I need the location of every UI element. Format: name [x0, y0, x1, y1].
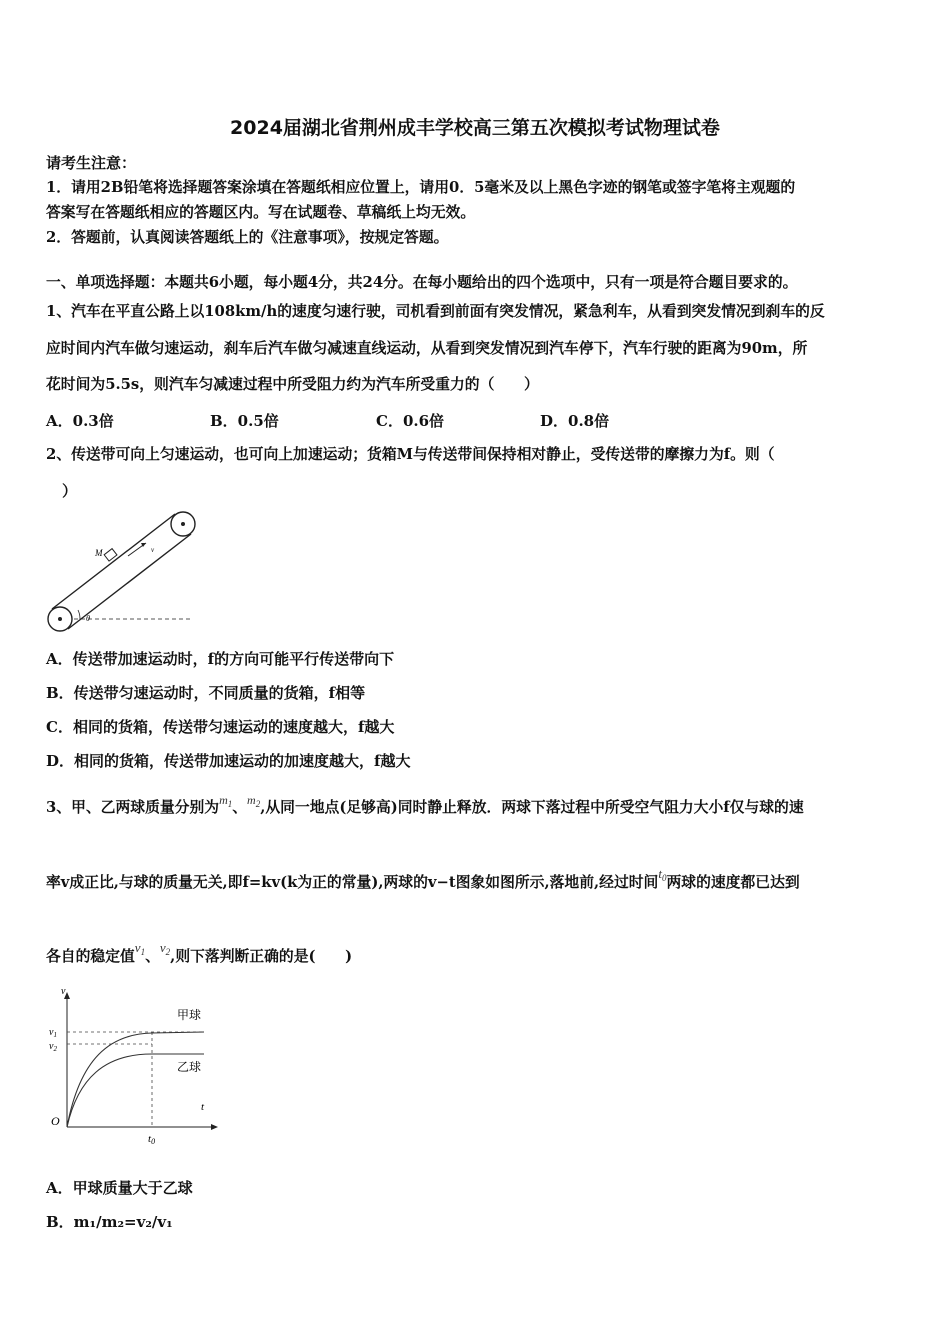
- mass-label: M: [95, 548, 103, 558]
- origin-label: O: [51, 1114, 60, 1128]
- q1-option-a: A．0.3倍: [46, 412, 114, 430]
- q1-line2: 应时间内汽车做匀速运动，刹车后汽车做匀减速直线运动，从看到突发情况到汽车停下，汽车行驶的距离为90m，所: [46, 340, 808, 357]
- curve-jia: [67, 1032, 204, 1127]
- q1-line3: 花时间为5.5s，则汽车匀减速过程中所受阻力约为汽车所受重力的（ ）: [46, 376, 539, 393]
- q2-option-d: D．相同的货箱，传送带加速运动的加速度越大，f越大: [46, 752, 411, 770]
- angle-label: θ: [86, 614, 90, 623]
- q3-line1: [46, 793, 804, 822]
- q3-v1-sub: 1: [140, 947, 146, 957]
- q3-v1: [135, 940, 145, 955]
- q1-line1: 1、汽车在平直公路上以108km/h的速度匀速行驶，司机看到前面有突发情况，紧急利车，从看到突发情况到刹车的反: [46, 303, 825, 320]
- q3-line3: [46, 940, 353, 971]
- q2-option-a: A．传送带加速运动时，f的方向可能平行传送带向下: [46, 650, 395, 668]
- q3-option-a: A．甲球质量大于乙球: [46, 1179, 193, 1197]
- q3-t0-sub: 0: [661, 873, 667, 883]
- q2-line1: 2、传送带可向上匀速运动，也可向上加速运动；货箱M与传送带间保持相对静止，受传送带的摩擦力为f。则（: [46, 446, 775, 463]
- q3-sep1: 、: [232, 799, 248, 816]
- v2-tick-letter: v: [49, 1041, 54, 1052]
- v-axis-label: v: [61, 988, 66, 997]
- q2-option-b: B．传送带匀速运动时，不同质量的货箱，f相等: [46, 684, 366, 702]
- v2-tick-label: [49, 1041, 57, 1053]
- page-title: 2024届湖北省荆州成丰学校高三第五次模拟考试物理试卷: [230, 117, 720, 139]
- q3-v1-letter: v: [134, 940, 141, 955]
- section-heading: 一、单项选择题：本题共6小题，每小题4分，共24分。在每小题给出的四个选项中，只有一项是符合题目要求的。: [46, 274, 798, 291]
- notice-heading: 请考生注意：: [46, 154, 137, 172]
- q3-v2-sub: 2: [165, 947, 171, 957]
- q3-line3-start: 各自的稳定值: [46, 948, 135, 965]
- t-axis-label: t: [201, 1101, 205, 1113]
- conveyor-figure: [40, 506, 200, 634]
- v1-tick-label: [49, 1027, 57, 1039]
- q3-m2-letter: m: [247, 793, 256, 807]
- q3-m1-letter: m: [219, 793, 228, 807]
- q3-m1: [219, 793, 232, 807]
- t0-tick-letter: t: [148, 1133, 152, 1145]
- velocity-label: v: [151, 546, 155, 554]
- q3-v2-letter: v: [159, 940, 166, 955]
- notice-line2: 2．答题前，认真阅读答题纸上的《注意事项》，按规定答题。: [46, 229, 449, 246]
- t0-tick-sub: 0: [151, 1137, 156, 1146]
- vt-graph: [40, 988, 225, 1148]
- q3-sep2: 、: [145, 948, 160, 965]
- notice-line1: 1．请用2B铅笔将选择题答案涂填在答题纸相应位置上，请用0．5毫米及以上黑色字迹的钢笔或签字笔将主观题的: [46, 179, 796, 196]
- q3-t0-letter: t: [658, 866, 662, 881]
- q3-line2-end: 两球的速度都已达到: [666, 874, 800, 891]
- q2-option-c: C．相同的货箱，传送带匀速运动的速度越大，f越大: [46, 718, 395, 736]
- q3-line2-start: 率v成正比,与球的质量无关,即f=kv(k为正的常量),两球的v−t图象如图所示,落地前,经过时间: [46, 874, 659, 891]
- notice-line1b: 答案写在答题纸相应的答题区内。写在试题卷、草稿纸上均无效。: [46, 204, 476, 221]
- curve-yi-label: 乙球: [177, 1060, 202, 1074]
- v1-tick-sub: 1: [53, 1031, 57, 1039]
- q1-option-c: C．0.6倍: [376, 412, 445, 430]
- t0-tick-label: [148, 1133, 155, 1146]
- q3-line3-end: ,则下落判断正确的是( ): [170, 948, 353, 965]
- q3-m2-sub: 2: [255, 799, 261, 809]
- q2-line2: ）: [62, 482, 78, 500]
- v1-tick-letter: v: [49, 1027, 54, 1038]
- q3-m1-sub: 1: [227, 799, 233, 809]
- q1-option-b: B．0.5倍: [210, 412, 279, 430]
- q3-line1-start: 3、甲、乙两球质量分别为: [46, 799, 220, 816]
- cargo-box: [104, 549, 117, 561]
- q3-m2: [247, 793, 260, 807]
- curve-jia-label: 甲球: [177, 1008, 202, 1022]
- q3-line1-end: ,从同一地点(足够高)同时静止释放．两球下落过程中所受空气阻力大小f仅与球的速: [260, 799, 804, 816]
- v2-tick-sub: 2: [53, 1045, 57, 1053]
- q1-option-d: D．0.8倍: [540, 412, 610, 430]
- q3-t0: [658, 866, 666, 881]
- q3-v2: [160, 940, 170, 955]
- q3-line2: [46, 866, 800, 897]
- q3-option-b: B．m₁/m₂=v₂/v₁: [46, 1213, 173, 1231]
